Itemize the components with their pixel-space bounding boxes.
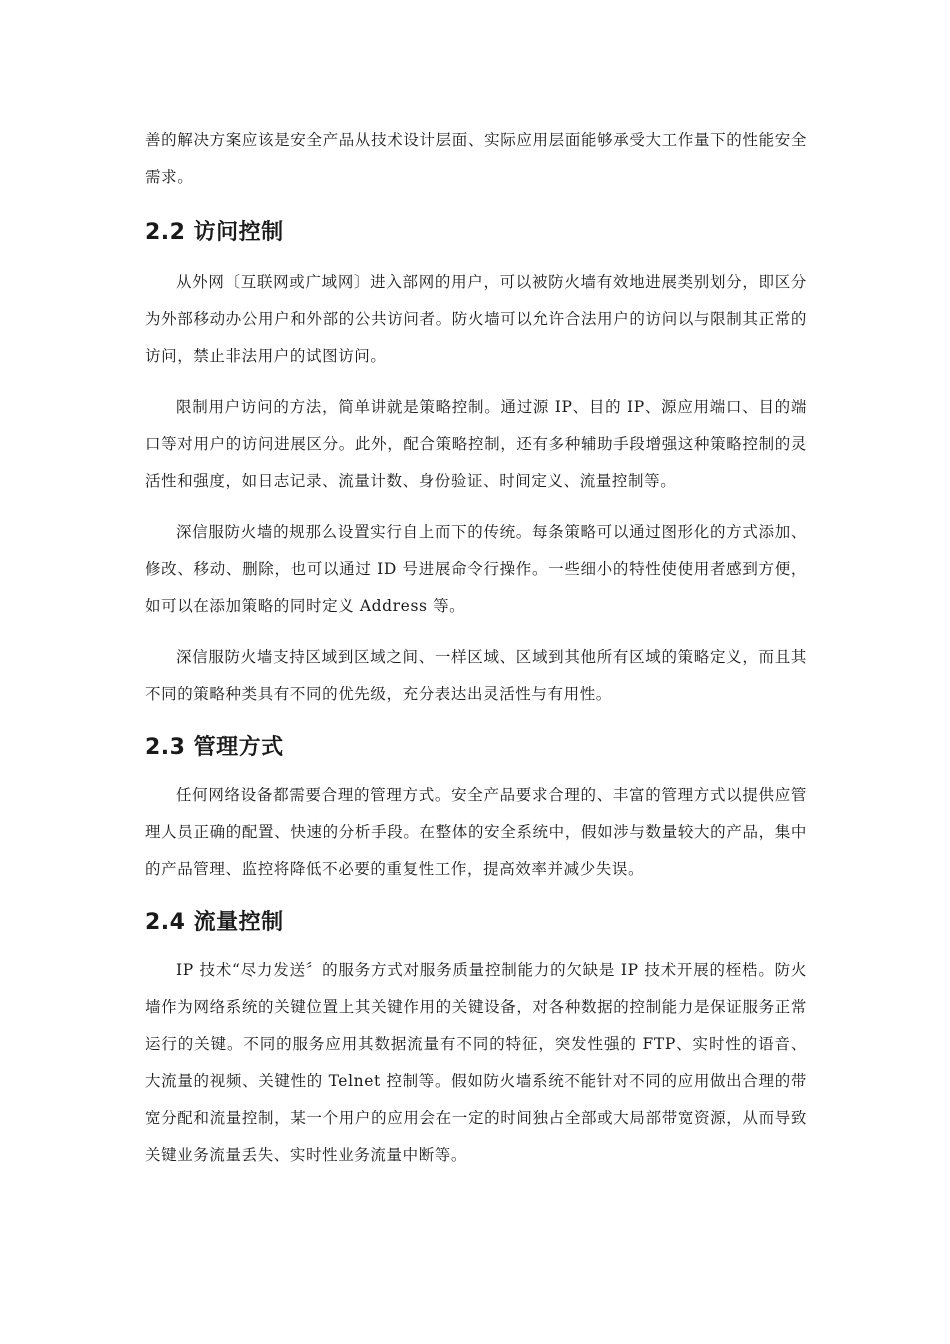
access-control-paragraph-3: 深信服防火墙的规那么设置实行自上而下的传统。每条策略可以通过图形化的方式添加、修改、移动、删除，也可以通过 ID 号进展命令行操作。一些细小的特性使使用者感到方便，如可以在添加策略的同时定义 Address 等。: [145, 523, 807, 615]
access-control-paragraph-2: 限制用户访问的方法，简单讲就是策略控制。通过源 IP、目的 IP、源应用端口、目的端口等对用户的访问进展区分。此外，配合策略控制，还有多种辅助手段增强这种策略控制的灵活性和强度，如日志记录、流量计数、身份验证、时间定义、流量控制等。: [145, 398, 807, 490]
intro-paragraph: 善的解决方案应该是安全产品从技术设计层面、实际应用层面能够承受大工作量下的性能安全需求。: [145, 131, 807, 186]
access-control-paragraph-1: 从外网〔互联网或广域网〕进入部网的用户，可以被防火墙有效地进展类别划分，即区分为外部移动办公用户和外部的公共访问者。防火墙可以允许合法用户的访问以与限制其正常的访问，禁止非法用户的试图访问。: [145, 273, 807, 365]
section-heading-management: 2.3 管理方式: [145, 735, 284, 760]
access-control-paragraph-4: 深信服防火墙支持区域到区域之间、一样区域、区域到其他所有区域的策略定义，而且其不同的策略种类具有不同的优先级，充分表达出灵活性与有用性。: [145, 648, 807, 703]
management-paragraph-1: 任何网络设备都需要合理的管理方式。安全产品要求合理的、丰富的管理方式以提供应管理人员正确的配置、快速的分析手段。在整体的安全系统中，假如涉与数量较大的产品，集中的产品管理、监控将降低不必要的重复性工作，提高效率并减少失误。: [145, 786, 807, 878]
section-heading-traffic-control: 2.4 流量控制: [145, 910, 284, 935]
section-heading-access-control: 2.2 访问控制: [145, 220, 284, 245]
traffic-control-paragraph-1: IP 技术“尽力发送〞的服务方式对服务质量控制能力的欠缺是 IP 技术开展的桎梏。防火墙作为网络系统的关键位置上其关键作用的关键设备，对各种数据的控制能力是保证服务正常运行的关键。不同的服务应用其数据流量有不同的特征，突发性强的 FTP、实时性的语音、大流量的视频、关键性的 Telnet 控制等。假如防火墙系统不能针对不同的应用做出合理的带宽分配和流量控制，某一个用户的应用会在一定的时间独占全部或大局部带宽资源，从而导致关键业务流量丢失、实时性业务流量中断等。: [145, 961, 807, 1164]
document-page: [145, 122, 807, 1174]
